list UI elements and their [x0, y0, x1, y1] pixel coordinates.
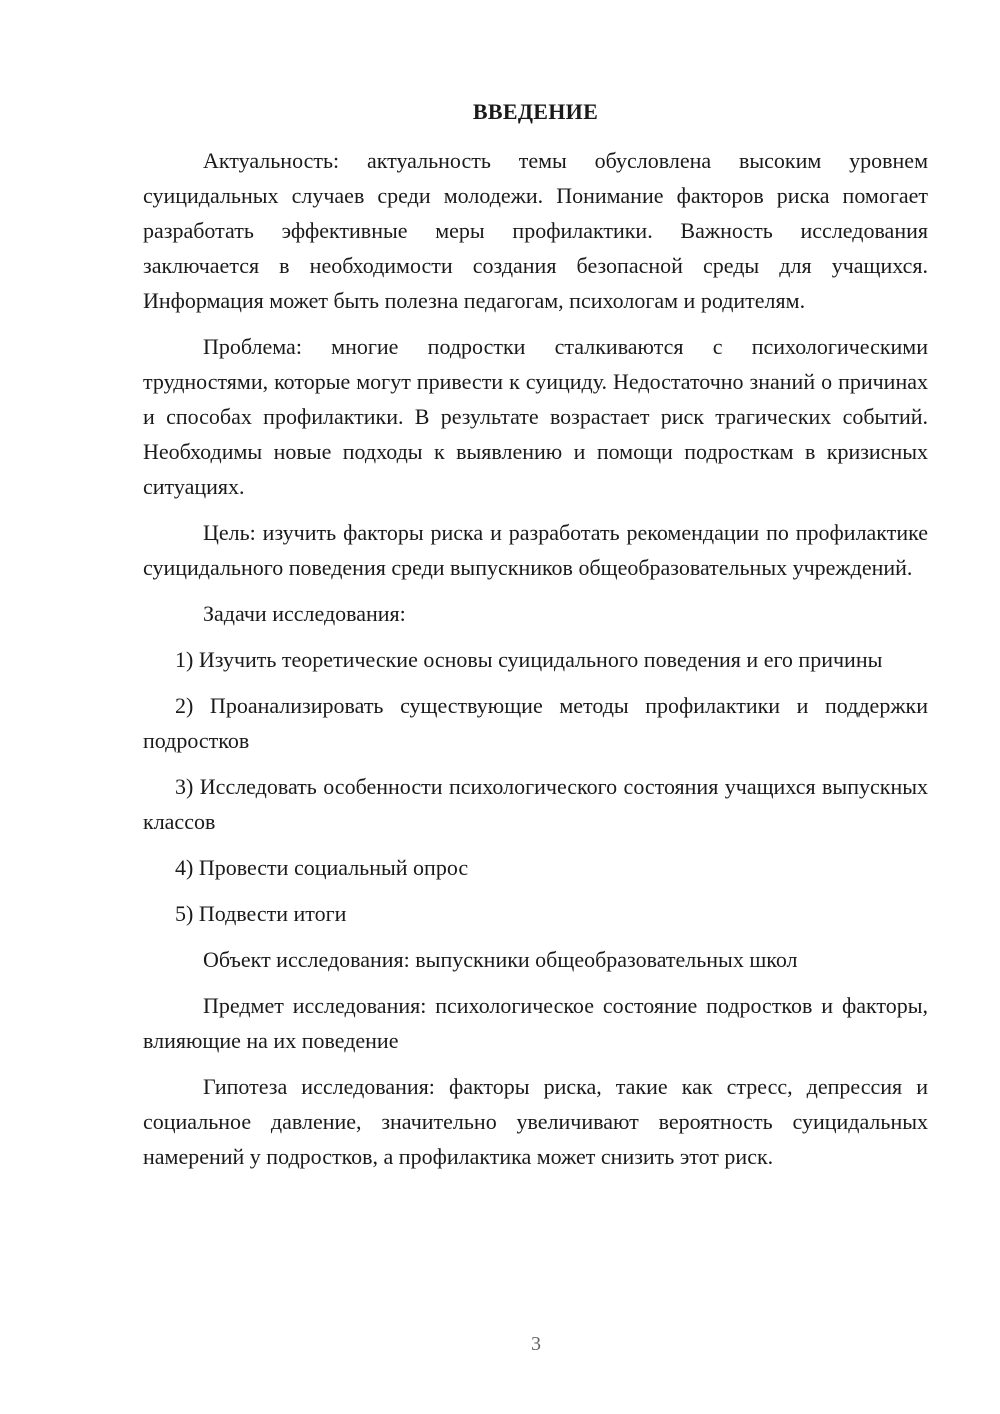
task-item: 1) Изучить теоретические основы суицидального поведения и его причины: [175, 647, 883, 672]
page-number: 3: [531, 1333, 541, 1355]
relevance-paragraph: Актуальность: актуальность темы обусловлена высоким уровнем суицидальных случаев среди молодежи. Понимание факторов риска помогает разработать эффективные меры профилактики. Важность исследования заключается в необходимости создания безопасной среды для учащихся. Информация может быть полезна педагогам, психологам и родителям.: [143, 148, 928, 313]
task-item: 2) Проанализировать существующие методы профилактики и поддержки подростков: [143, 693, 928, 753]
problem-paragraph: Проблема: многие подростки сталкиваются с психологическими трудностями, которые могут привести к суициду. Недостаточно знаний о причинах и способах профилактики. В результате возрастает риск трагических событий. Необходимы новые подходы к выявлению и помощи подросткам в кризисных ситуациях.: [143, 334, 928, 499]
document-body: [143, 94, 928, 1185]
task-item: 4) Провести социальный опрос: [175, 855, 469, 880]
task-item: 3) Исследовать особенности психологического состояния учащихся выпускных классов: [143, 774, 928, 834]
subject-paragraph: Предмет исследования: психологическое состояние подростков и факторы, влияющие на их поведение: [143, 993, 928, 1053]
tasks-heading: Задачи исследования:: [203, 601, 406, 626]
goal-paragraph: Цель: изучить факторы риска и разработать рекомендации по профилактике суицидального поведения среди выпускников общеобразовательных учреждений.: [143, 520, 928, 580]
task-item: 5) Подвести итоги: [175, 901, 347, 926]
section-title: ВВЕДЕНИЕ: [472, 99, 599, 124]
object-paragraph: Объект исследования: выпускники общеобразовательных школ: [203, 947, 798, 972]
hypothesis-paragraph: Гипотеза исследования: факторы риска, такие как стресс, депрессия и социальное давление, значительно увеличивают вероятность суицидальных намерений у подростков, а профилактика может снизить этот риск.: [143, 1074, 928, 1169]
